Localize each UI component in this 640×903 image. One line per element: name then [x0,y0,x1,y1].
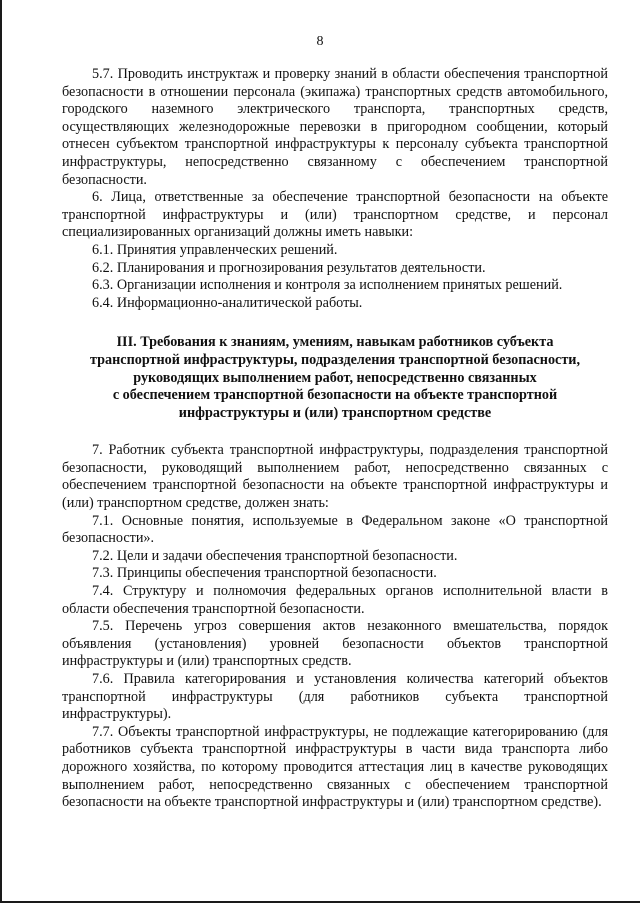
paragraph-6-3: 6.3. Организации исполнения и контроля за исполнением принятых решений. [92,277,563,294]
paragraph-6-1: 6.1. Принятия управленческих решений. [92,241,338,258]
paragraph-6-4: 6.4. Информационно-аналитической работы. [92,294,363,311]
paragraph-7-2: 7.2. Цели и задачи обеспечения транспортной безопасности. [92,547,458,564]
page-number: 8 [316,34,324,49]
paragraph-7: 7. Работник субъекта транспортной инфраструктуры, подразделения транспортной безопасности, руководящий выполнением работ, непосредственно связанных с обеспечением транспортной безопасности на объекте транспортной инфраструктуры и (или) транспортном средстве, должен знать: [62,442,608,512]
paragraph-7-5: 7.5. Перечень угроз совершения актов незаконного вмешательства, порядок объявления (установления) уровней безопасности объектов транспортной инфраструктуры и (или) транспортных средств. [62,618,608,670]
document-body [62,66,608,812]
paragraph-7-6: 7.6. Правила категорирования и установления количества категорий объектов транспортной инфраструктуры (для работников субъекта транспортной инфраструктуры). [62,671,608,723]
section-title-line: транспортной инфраструктуры, подразделения транспортной безопасности, [89,351,581,368]
section-title-line: III. Требования к знаниям, умениям, навыкам работников субъекта [116,334,554,351]
paragraph-5-7: 5.7. Проводить инструктаж и проверку знаний в области обеспечения транспортной безопасности в отношении персонала (экипажа) транспортных средств автомобильного, городского наземного электрического транспорта, транспортных средств, осуществляющих железнодорожные перевозки в пригородном сообщении, который отнесен субъектом транспортной инфраструктуры к персоналу субъекта транспортной инфраструктуры, непосредственно связанному с обеспечением транспортной безопасности. [62,66,608,188]
section-title-line: инфраструктуры и (или) транспортном средстве [178,404,492,421]
section-title [62,334,608,422]
paragraph-7-4: 7.4. Структуру и полномочия федеральных органов исполнительной власти в области обеспечения транспортной безопасности. [62,583,608,617]
section-title-line: руководящих выполнением работ, непосредственно связанных [133,369,537,386]
paragraph-7-7: 7.7. Объекты транспортной инфраструктуры, не подлежащие категорированию (для работников субъекта транспортной инфраструктуры в части вида транспорта либо дорожного хозяйства, по которому проводится аттестация лиц в качестве руководящих выполнением работ, непосредственно связанных с обеспечением транспортной безопасности на объекте транспортной инфраструктуры и (или) транспортном средстве). [62,723,608,811]
paragraph-7-1: 7.1. Основные понятия, используемые в Федеральном законе «О транспортной безопасности». [62,512,608,547]
paragraph-6: 6. Лица, ответственные за обеспечение транспортной безопасности на объекте транспортной инфраструктуры и (или) транспортном средстве, и персонал специализированных организаций должны иметь навыки: [62,189,608,241]
paragraph-7-3: 7.3. Принципы обеспечения транспортной безопасности. [92,565,437,582]
paragraph-6-2: 6.2. Планирования и прогнозирования результатов деятельности. [92,259,486,276]
section-title-line: с обеспечением транспортной безопасности на объекте транспортной [112,387,558,404]
